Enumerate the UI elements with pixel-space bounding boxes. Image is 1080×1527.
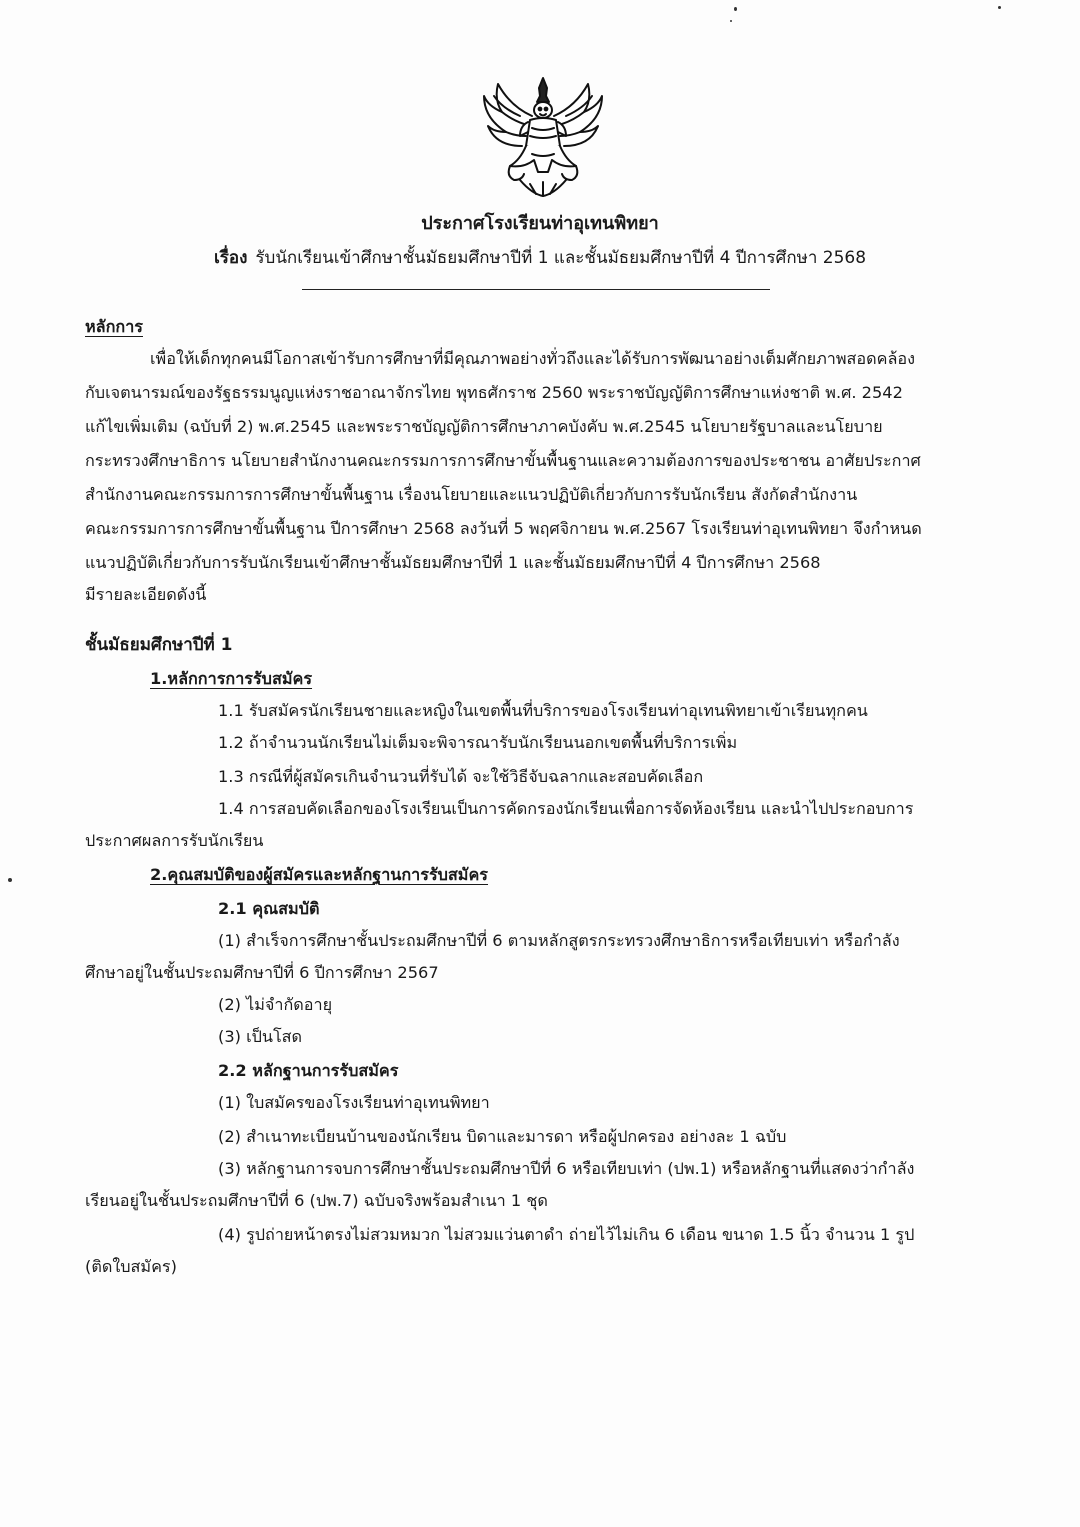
section1-item: 1.2 ถ้าจำนวนนักเรียนไม่เต็มจะพิจารณารับนักเรียนนอกเขตพื้นที่บริการเพิ่ม: [218, 733, 738, 752]
section1-item: 1.3 กรณีที่ผู้สมัครเกินจำนวนที่รับได้ จะใช้วิธีจับฉลากและสอบคัดเลือก: [218, 767, 704, 786]
qualifications-heading: 2.1 คุณสมบัติ: [218, 899, 320, 918]
scan-speck: [998, 6, 1001, 9]
qualification-item: (1) สำเร็จการศึกษาชั้นประถมศึกษาปีที่ 6 ตามหลักสูตรกระทรวงศึกษาธิการหรือเทียบเท่า หรือกำลัง: [218, 931, 900, 950]
announcement-subject: [0, 245, 1080, 271]
evidence-item: (1) ใบสมัครของโรงเรียนท่าอุเทนพิทยา: [218, 1093, 490, 1112]
principles-line: คณะกรรมการการศึกษาขั้นพื้นฐาน ปีการศึกษา 2568 ลงวันที่ 5 พฤศจิกายน พ.ศ.2567 โรงเรียนท่าอุเทนพิทยา จึงกำหนด: [85, 519, 922, 538]
subject-text: รับนักเรียนเข้าศึกษาชั้นมัธยมศึกษาปีที่ 1 และชั้นมัธยมศึกษาปีที่ 4 ปีการศึกษา 2568: [255, 248, 867, 268]
garuda-emblem-icon: [480, 76, 606, 200]
announcement-title: ประกาศโรงเรียนท่าอุเทนพิทยา: [421, 213, 659, 234]
principles-heading: หลักการ: [85, 317, 143, 336]
grade1-heading: ชั้นมัธยมศึกษาปีที่ 1: [85, 635, 233, 655]
section1-item: 1.4 การสอบคัดเลือกของโรงเรียนเป็นการคัดกรองนักเรียนเพื่อการจัดห้องเรียน และนำไปประกอบการ: [218, 799, 914, 818]
scan-speck: [730, 20, 732, 22]
principles-line: กับเจตนารมณ์ของรัฐธรรมนูญแห่งราชอาณาจักรไทย พุทธศักราช 2560 พระราชบัญญัติการศึกษาแห่งชาติ พ.ศ. 2542: [85, 383, 903, 402]
section2-heading: 2.คุณสมบัติของผู้สมัครและหลักฐานการรับสมัคร: [150, 865, 489, 884]
qualification-item-cont: ศึกษาอยู่ในชั้นประถมศึกษาปีที่ 6 ปีการศึกษา 2567: [85, 963, 439, 982]
title-divider: [302, 289, 770, 290]
evidence-heading: 2.2 หลักฐานการรับสมัคร: [218, 1061, 399, 1080]
section1-heading: 1.หลักการการรับสมัคร: [150, 669, 313, 688]
qualification-item: (2) ไม่จำกัดอายุ: [218, 995, 333, 1014]
subject-label: เรื่อง: [213, 248, 248, 268]
scan-speck: [8, 878, 12, 882]
section1-item-cont: ประกาศผลการรับนักเรียน: [85, 831, 264, 850]
principles-line: แนวปฏิบัติเกี่ยวกับการรับนักเรียนเข้าศึกษาชั้นมัธยมศึกษาปีที่ 1 และชั้นมัธยมศึกษาปีที่ 4 ปีการศึกษา 2568: [85, 553, 821, 572]
principles-line: เพื่อให้เด็กทุกคนมีโอกาสเข้ารับการศึกษาที่มีคุณภาพอย่างทั่วถึงและได้รับการพัฒนาอย่างเต็มศักยภาพสอดคล้อง: [150, 349, 916, 368]
evidence-item-cont: เรียนอยู่ในชั้นประถมศึกษาปีที่ 6 (ปพ.7) ฉบับจริงพร้อมสำเนา 1 ชุด: [85, 1191, 548, 1210]
evidence-item: (3) หลักฐานการจบการศึกษาชั้นประถมศึกษาปีที่ 6 หรือเทียบเท่า (ปพ.1) หรือหลักฐานที่แสดงว่ากำลัง: [218, 1159, 915, 1178]
evidence-item-cont: (ติดใบสมัคร): [85, 1257, 177, 1276]
principles-line: มีรายละเอียดดังนี้: [85, 585, 207, 604]
evidence-item: (2) สำเนาทะเบียนบ้านของนักเรียน บิดาและมารดา หรือผู้ปกครอง อย่างละ 1 ฉบับ: [218, 1127, 787, 1146]
evidence-item: (4) รูปถ่ายหน้าตรงไม่สวมหมวก ไม่สวมแว่นตาดำ ถ่ายไว้ไม่เกิน 6 เดือน ขนาด 1.5 นิ้ว จำนวน 1 รูป: [218, 1225, 915, 1244]
scan-speck: [734, 7, 737, 11]
section1-item: 1.1 รับสมัครนักเรียนชายและหญิงในเขตพื้นที่บริการของโรงเรียนท่าอุเทนพิทยาเข้าเรียนทุกคน: [218, 701, 868, 720]
qualification-item: (3) เป็นโสด: [218, 1027, 303, 1046]
principles-line: กระทรวงศึกษาธิการ นโยบายสำนักงานคณะกรรมการการศึกษาขั้นพื้นฐานและความต้องการของประชาชน อาศัยประกาศ: [85, 451, 921, 470]
principles-line: สำนักงานคณะกรรมการการศึกษาขั้นพื้นฐาน เรื่องนโยบายและแนวปฏิบัติเกี่ยวกับการรับนักเรียน สังกัดสำนักงาน: [85, 485, 858, 504]
principles-line: แก้ไขเพิ่มเติม (ฉบับที่ 2) พ.ศ.2545 และพระราชบัญญัติการศึกษาภาคบังคับ พ.ศ.2545 นโยบายรัฐบาลและนโยบาย: [85, 417, 883, 436]
